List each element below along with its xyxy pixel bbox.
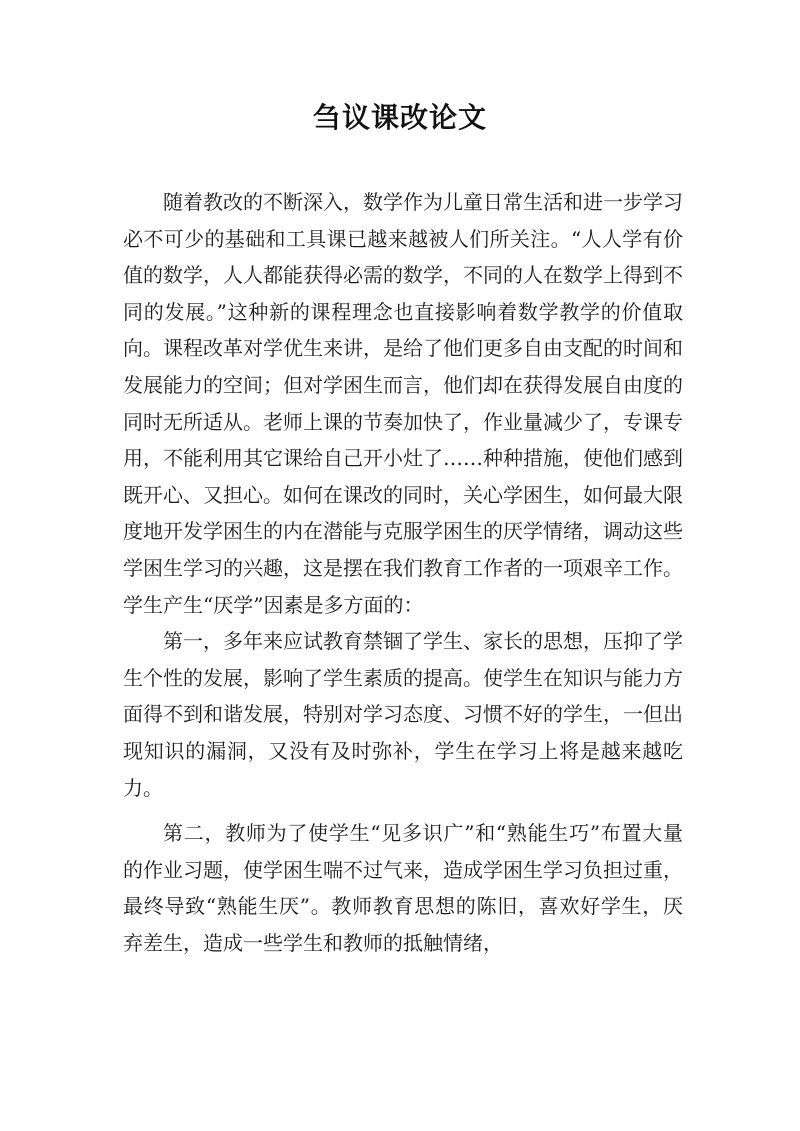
document-body [123,184,683,961]
document-title: 刍议课改论文 [312,101,487,134]
paragraph-intro: 随着教改的不断深入，数学作为儿童日常生活和进一步学习必不可少的基础和工具课已越来越被人们所关注。“人人学有价值的数学，人人都能获得必需的数学，不同的人在数学上得到不同的发展。”这种新的课程理念也直接影响着数学教学的价值取向。课程改革对学优生来讲，是给了他们更多自由支配的时间和发展能力的空间；但对学困生而言，他们却在获得发展自由度的同时无所适从。老师上课的节奏加快了，作业量减少了，专课专用，不能利用其它课给自己开小灶了……种种措施，使他们感到既开心、又担心。如何在课改的同时，关心学困生，如何最大限度地开发学困生的内在潜能与克服学困生的厌学情绪，调动这些学困生学习的兴趣，这是摆在我们教育工作者的一项艰辛工作。学生产生“厌学”因素是多方面的： [123,190,683,617]
paragraph-second-reason: 第二，教师为了使学生“见多识广”和“熟能生巧”布置大量的作业习题，使学困生喘不过气来，造成学困生学习负担过重，最终导致“熟能生厌”。教师教育思想的陈旧，喜欢好学生，厌弃差生，造成一些学生和教师的抵触情绪， [123,821,683,955]
paragraph-first-reason: 第一，多年来应试教育禁锢了学生、家长的思想，压抑了学生个性的发展，影响了学生素质的提高。使学生在知识与能力方面得不到和谐发展，特别对学习态度、习惯不好的学生，一但出现知识的漏洞，又没有及时弥补，学生在学习上将是越来越吃力。 [123,629,683,800]
